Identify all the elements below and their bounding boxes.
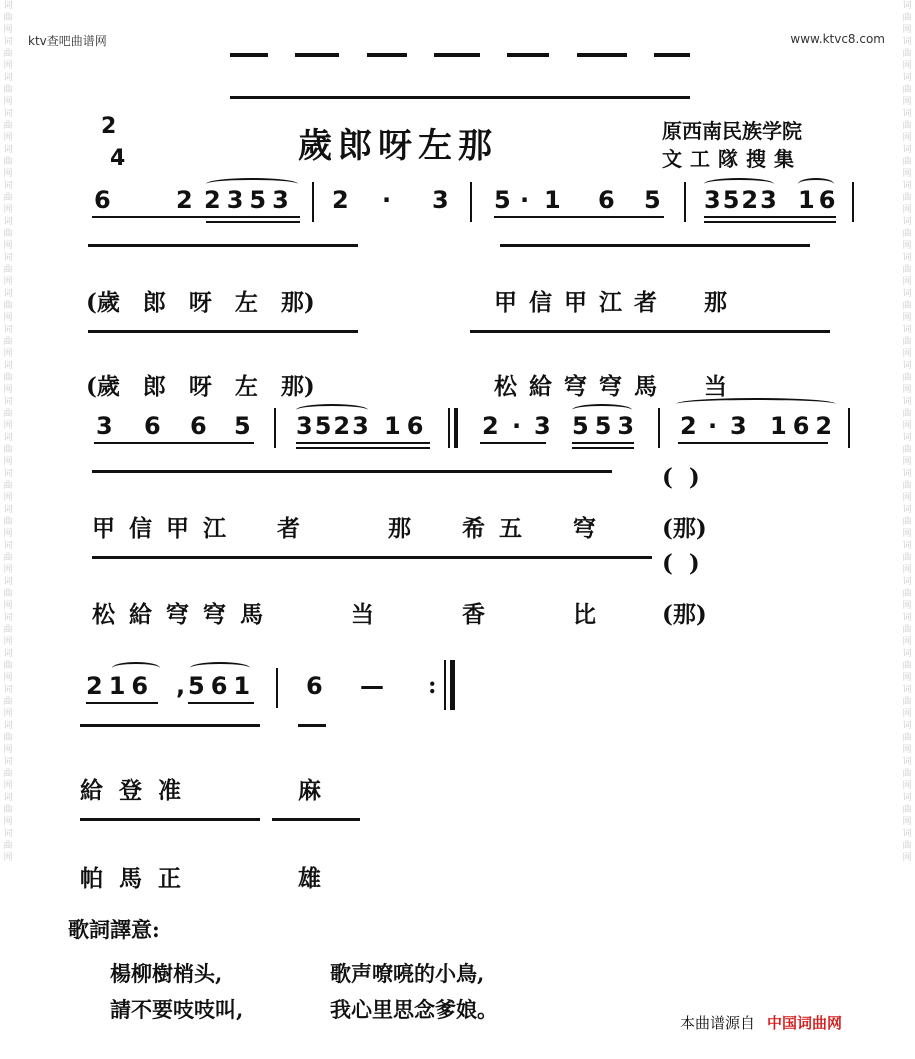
note-group: 3523	[704, 186, 779, 214]
underline	[480, 442, 546, 444]
site-label-left: ktv查吧曲谱网	[28, 34, 107, 48]
lyric-end: 麻	[298, 777, 321, 804]
breath-mark: ,	[176, 672, 186, 700]
music-line-1	[0, 186, 915, 226]
tibetan-glyph	[230, 53, 268, 87]
slur	[190, 662, 250, 674]
underline	[678, 442, 828, 444]
lyric-line: 帕馬正	[80, 865, 197, 892]
note: 6	[598, 186, 615, 214]
lyric-end: (那)	[662, 601, 707, 628]
tibetan-lyric	[92, 470, 612, 495]
note-dot: ·	[382, 186, 392, 214]
dash: —	[360, 672, 384, 700]
note-group: 2353	[204, 186, 295, 214]
bar-line	[312, 182, 314, 222]
note-group: 162	[770, 412, 839, 440]
underline	[296, 442, 430, 444]
tibetan-paren: ( )	[662, 550, 700, 577]
note-dot: ·	[520, 186, 530, 214]
underline	[206, 221, 300, 223]
note-group: 16	[798, 186, 840, 214]
bar-line	[684, 182, 686, 222]
lyric-end: 雄	[298, 865, 321, 892]
lyric-line: 松給穹穹馬 当	[494, 373, 739, 400]
translation-line: 我心里思念爹娘。	[330, 997, 498, 1022]
tibetan-glyph	[654, 53, 690, 87]
bar-line	[848, 408, 850, 448]
credit-site: 中国词曲网	[767, 1014, 843, 1032]
slur	[112, 662, 160, 674]
tibetan-lyric	[88, 330, 358, 355]
lyric-end: (那)	[662, 515, 707, 542]
lyric-line: 給登准	[80, 777, 197, 804]
underline	[94, 442, 254, 444]
lyric-line: (歲 郎 呀 左 那)	[86, 373, 315, 400]
music-line-3	[0, 672, 915, 712]
note-dot: ·	[512, 412, 522, 440]
lyric-line: (歲 郎 呀 左 那)	[86, 289, 315, 316]
tibetan-glyph	[577, 53, 627, 87]
end-bar	[444, 660, 446, 710]
slur	[798, 178, 834, 190]
note-group: 561	[188, 672, 257, 700]
tibetan-glyph	[434, 53, 480, 87]
note: 6	[144, 412, 161, 440]
note: 2	[680, 412, 697, 440]
underline	[704, 221, 836, 223]
source-credit	[662, 117, 802, 173]
watermark-right: 词曲网词曲网词曲网词曲网词曲网词曲网词曲网词曲网词曲网词曲网词曲网词曲网词曲网词曲网词曲网词曲网词曲网词曲网词曲网词曲网词曲网词曲网词曲网词曲网	[902, 1, 912, 863]
source-line-2: 文工隊搜集	[662, 147, 802, 171]
lyric-line: 松給穹穹馬 当 香 比	[92, 601, 610, 628]
tibetan-glyph	[295, 53, 339, 87]
bar-line	[470, 182, 472, 222]
slur	[206, 178, 298, 190]
note-group: 553	[572, 412, 641, 440]
end-bar-thick	[450, 660, 455, 710]
underline	[296, 447, 430, 449]
note: 6	[306, 672, 323, 700]
slur	[676, 398, 836, 410]
tibetan-title	[230, 44, 690, 99]
bar-line	[274, 408, 276, 448]
note: 2	[176, 186, 193, 214]
translation-line: 歌声嘹喨的小鳥,	[330, 961, 485, 986]
tibetan-lyric	[88, 244, 358, 269]
note-dot: ·	[708, 412, 718, 440]
translation-line: 楊柳樹梢头,	[110, 961, 223, 986]
underline	[86, 702, 158, 704]
bar-line	[658, 408, 660, 448]
note: 6	[190, 412, 207, 440]
underline	[704, 216, 836, 218]
underline	[572, 442, 634, 444]
note-group: 216	[86, 672, 155, 700]
translation-label: 歌詞譯意:	[68, 917, 160, 942]
slur	[704, 178, 774, 190]
slur	[572, 404, 632, 416]
note: 6	[94, 186, 111, 214]
repeat-bar-thick	[454, 408, 458, 448]
tibetan-lyric	[80, 724, 260, 749]
credit-text: 本曲谱源自	[680, 1014, 756, 1032]
source-line-1: 原西南民族学院	[662, 119, 802, 143]
note: 1	[544, 186, 561, 214]
tibetan-lyric	[80, 818, 260, 843]
note: 5	[234, 412, 251, 440]
tibetan-lyric	[500, 244, 810, 269]
repeat-bar	[448, 408, 450, 448]
tibetan-lyric	[470, 330, 830, 355]
lyric-line: 甲信甲江者 那	[494, 289, 739, 316]
note: 2	[482, 412, 499, 440]
tibetan-lyric	[92, 556, 652, 581]
underline	[572, 447, 634, 449]
note: 5	[644, 186, 661, 214]
song-title: 歲郎呀左那	[298, 126, 498, 166]
tibetan-lyric	[272, 818, 360, 843]
slur	[296, 404, 368, 416]
lyric-line: 甲信甲江 者 那 希五 穹	[92, 515, 610, 542]
translation-line: 請不要吱吱叫,	[110, 997, 244, 1022]
note: 5	[494, 186, 511, 214]
site-url-right: www.ktvc8.com	[790, 32, 885, 46]
underline	[494, 216, 664, 218]
footer-credit	[680, 1012, 842, 1033]
note: 3	[534, 412, 551, 440]
note-group: 16	[384, 412, 430, 440]
time-signature: 2 4	[101, 114, 126, 171]
bar-line	[852, 182, 854, 222]
tibetan-paren: ( )	[662, 464, 700, 491]
note: 3	[730, 412, 747, 440]
bar-line	[276, 668, 278, 708]
tibetan-lyric	[298, 724, 326, 749]
underline	[188, 702, 254, 704]
tibetan-glyph	[507, 53, 549, 87]
tibetan-glyph	[367, 53, 407, 87]
note-group: 3523	[296, 412, 371, 440]
note: 3	[96, 412, 113, 440]
note: 2	[332, 186, 349, 214]
repeat-dots: :	[428, 672, 437, 699]
note: 3	[432, 186, 449, 214]
underline	[92, 216, 300, 218]
watermark-left: 词曲网词曲网词曲网词曲网词曲网词曲网词曲网词曲网词曲网词曲网词曲网词曲网词曲网词曲网词曲网词曲网词曲网词曲网词曲网词曲网词曲网词曲网词曲网词曲网	[3, 1, 13, 863]
